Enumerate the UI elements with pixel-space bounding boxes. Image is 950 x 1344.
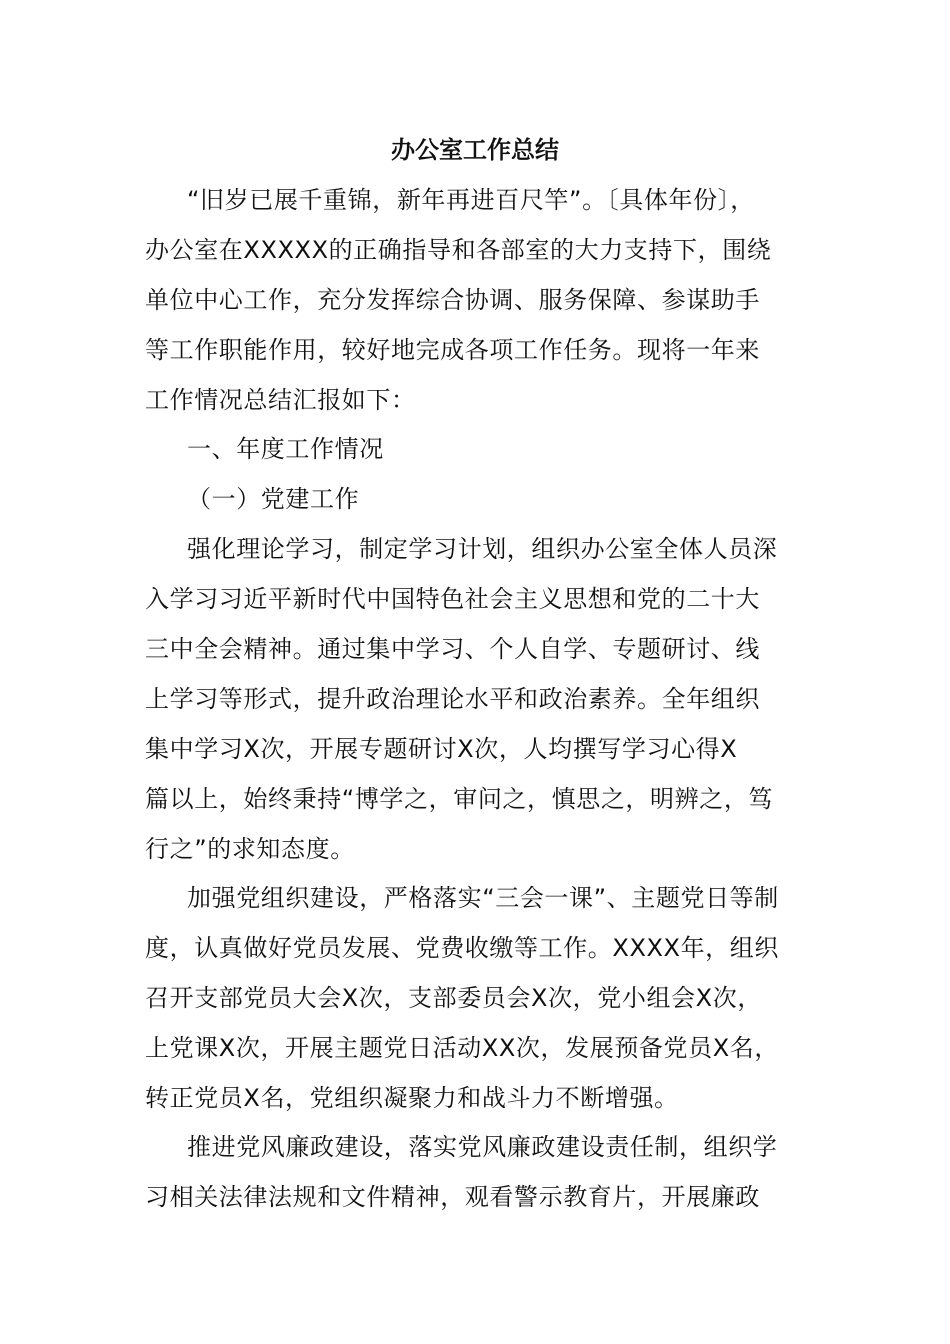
paragraph-line: 工作情况总结汇报如下： xyxy=(145,386,416,414)
paragraph-line: 度，认真做好党员发展、党费收缴等工作。XXXX年，组织 xyxy=(145,934,779,962)
paragraph-line: “旧岁已展千重锦，新年再进百尺竿”。〔具体年份〕， xyxy=(187,186,755,214)
paragraph-line: 转正党员X名，党组织凝聚力和战斗力不断增强。 xyxy=(145,1084,679,1112)
paragraph-line: 篇以上，始终秉持“博学之，审问之，慎思之，明辨之，笃 xyxy=(145,785,774,813)
paragraph-line: 召开支部党员大会X次，支部委员会X次，党小组会X次， xyxy=(145,984,762,1012)
paragraph-line: 三中全会精神。通过集中学习、个人自学、专题研讨、线 xyxy=(145,635,760,663)
subsection-heading: （一）党建工作 xyxy=(187,485,360,513)
paragraph-line: 集中学习X次，开展专题研讨X次，人均撰写学习心得X xyxy=(145,735,738,763)
paragraph-line: 加强党组织建设，严格落实“三会一课”、主题党日等制 xyxy=(187,884,779,912)
paragraph-line: 行之”的求知态度。 xyxy=(145,835,355,863)
section-heading: 一、年度工作情况 xyxy=(187,435,384,463)
paragraph-line: 上学习等形式，提升政治理论水平和政治素养。全年组织 xyxy=(145,685,760,713)
paragraph-line: 办公室在XXXXX的正确指导和各部室的大力支持下，围绕 xyxy=(145,236,772,264)
paragraph-line: 上党课X次，开展主题党日活动XX次，发展预备党员X名， xyxy=(145,1034,779,1062)
document-title: 办公室工作总结 xyxy=(391,136,559,164)
paragraph-line: 推进党风廉政建设，落实党风廉政建设责任制，组织学 xyxy=(187,1133,778,1161)
paragraph-line: 强化理论学习，制定学习计划，组织办公室全体人员深 xyxy=(187,535,778,563)
paragraph-line: 单位中心工作，充分发挥综合协调、服务保障、参谋助手 xyxy=(145,286,760,314)
paragraph-line: 习相关法律法规和文件精神，观看警示教育片，开展廉政 xyxy=(145,1183,760,1211)
paragraph-line: 入学习习近平新时代中国特色社会主义思想和党的二十大 xyxy=(145,585,760,613)
paragraph-line: 等工作职能作用，较好地完成各项工作任务。现将一年来 xyxy=(145,336,760,364)
